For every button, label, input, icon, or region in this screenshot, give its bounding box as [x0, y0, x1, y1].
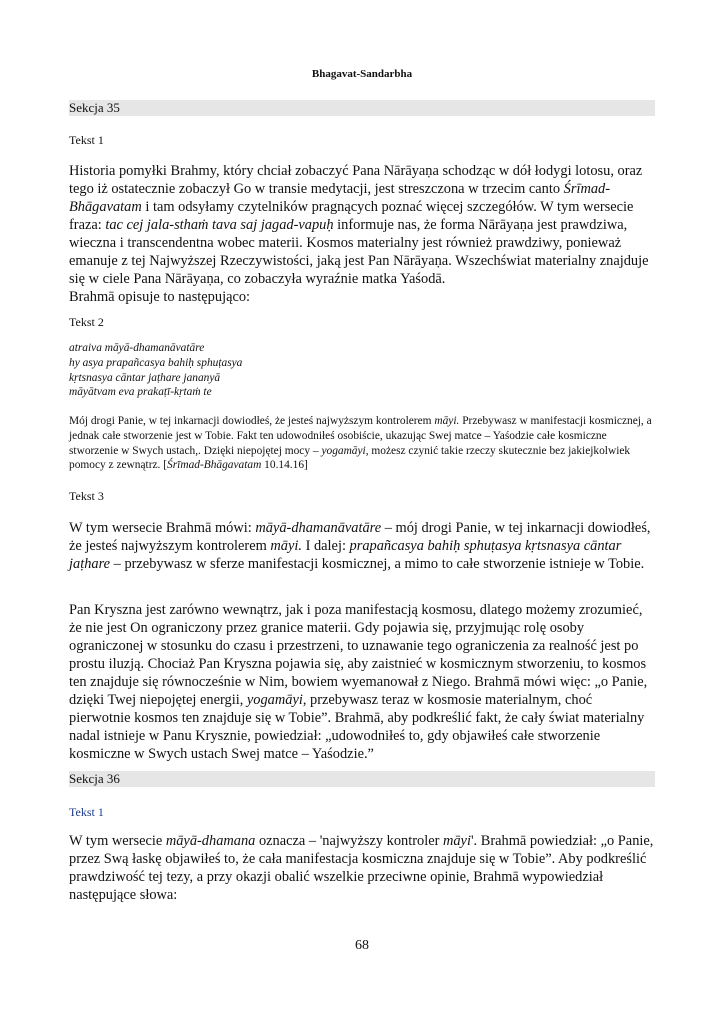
page-number: 68 — [355, 938, 369, 953]
section-36-tekst-1-label: Tekst 1 — [69, 805, 104, 819]
section-36-tekst-1-paragraph: W tym wersecie māyā-dhamana oznacza – 'najwyższy kontroler māyi'. Brahmā powiedział: „o Panie, przez Swą łaskę objawiłeś to, że cała manifestacja kosmiczna znajduje się w Tobie”. Aby podkreślić prawdziwość tej tezy, a przy okazji obalić wszelkie przeciwne opinie, Brahmā wypowiedział następujące słowa: — [69, 833, 654, 903]
tekst-3-paragraph-2: Pan Kryszna jest zarówno wewnątrz, jak i poza manifestacją kosmosu, dlatego możemy zrozumieć, że nie jest On ograniczony przez granice materii. Gdy pojawia się, przyjmując rolę osoby ograniczonej w stosunku do czasu i przestrzeni, to uznawanie tego ograniczenia za realność jest po prostu iluzją. Chociaż Pan Kryszna pojawia się, aby zaistnieć w kosmicznym stworzeniu, to kosmos ten znajduje się równocześnie w Nim, bowiem wyemanował z Niego. Brahmā mówi więc: „o Panie, dzięki Twej niepojętej energii, yogamāyi, przebywasz teraz w kosmosie materialnym, choć pierwotnie kosmos ten znajduje się w Tobie”. Brahmā, aby podkreślić fakt, że cały świat materialny nadal istnieje w Panu Krysznie, powiedział: „udowodniłeś to, gdy objawiłeś całe stworzenie kosmiczne w Swych ustach Swej matce – Yaśodzie.” — [69, 602, 648, 762]
verse-line: kṛtsnasya cāntar jaṭhare jananyā — [69, 371, 221, 384]
tekst-3-label: Tekst 3 — [69, 489, 104, 503]
verse-line: hy asya prapañcasya bahiḥ sphuṭasya — [69, 356, 243, 369]
page-header: Bhagavat-Sandarbha — [311, 68, 413, 80]
tekst-1-label: Tekst 1 — [69, 133, 104, 147]
verse-line: atraiva māyā-dhamanāvatāre — [69, 342, 205, 354]
sanskrit-verse — [69, 341, 242, 400]
tekst-3-paragraph-1: W tym wersecie Brahmā mówi: māyā-dhamanāvatāre – mój drogi Panie, w tej inkarnacji dowiodłeś, że jesteś najwyższym kontrolerem māyi. I dalej: prapañcasya bahiḥ sphuṭasya kṛtsnasya cāntar jaṭhare – przebywasz w sferze manifestacji kosmicznej, a mimo to całe stworzenie istnieje w Tobie. — [69, 520, 651, 572]
verse-translation: Mój drogi Panie, w tej inkarnacji dowiodłeś, że jesteś najwyższym kontrolerem māyi. Przebywasz w manifestacji kosmicznej, a jednak całe stworzenie jest w Tobie. Fakt ten udowodniłeś osobiście, ukazując Swej matce – Yaśodzie całe kosmiczne stworzenie w Swych ustach,. Dzięki niepojętej mocy – yogamāyi, możesz czynić takie rzeczy skutecznie bez jakiejkolwiek pomocy z zewnątrz. [Śrīmad-Bhāgavatam 10.14.16] — [69, 415, 652, 472]
verse-line: māyātvam eva prakaṭī-kṛtaṁ te — [69, 386, 212, 399]
section-36-heading: Sekcja 36 — [69, 771, 655, 787]
tekst-1-paragraph: Historia pomyłki Brahmy, który chciał zobaczyć Pana Nārāyaṇa schodząc w dół łodygi lotosu, oraz tego iż ostatecznie zobaczył Go w transie medytacji, jest streszczona w trzecim canto Śrīmad-Bhāgavatam i tam odsyłamy czytelników pragnących poznać więcej szczegółów. W tym wersecie fraza: tac cej jala-sthaṁ tava saj jagad-vapuḥ informuje nas, że forma Nārāyaṇa jest prawdziwa, wieczna i transcendentna wobec materii. Kosmos materialny jest również prawdziwy, ponieważ emanuje z tej Najwyższej Rzeczywistości, jaką jest Pan Nārāyaṇa. Wszechświat materialny znajduje się w ciele Pana Nārāyaṇa, co zobaczyła wyraźnie matka Yaśodā. Brahmā opisuje to następująco: — [69, 163, 649, 305]
section-35-heading: Sekcja 35 — [69, 100, 655, 116]
tekst-2-label: Tekst 2 — [69, 315, 104, 329]
